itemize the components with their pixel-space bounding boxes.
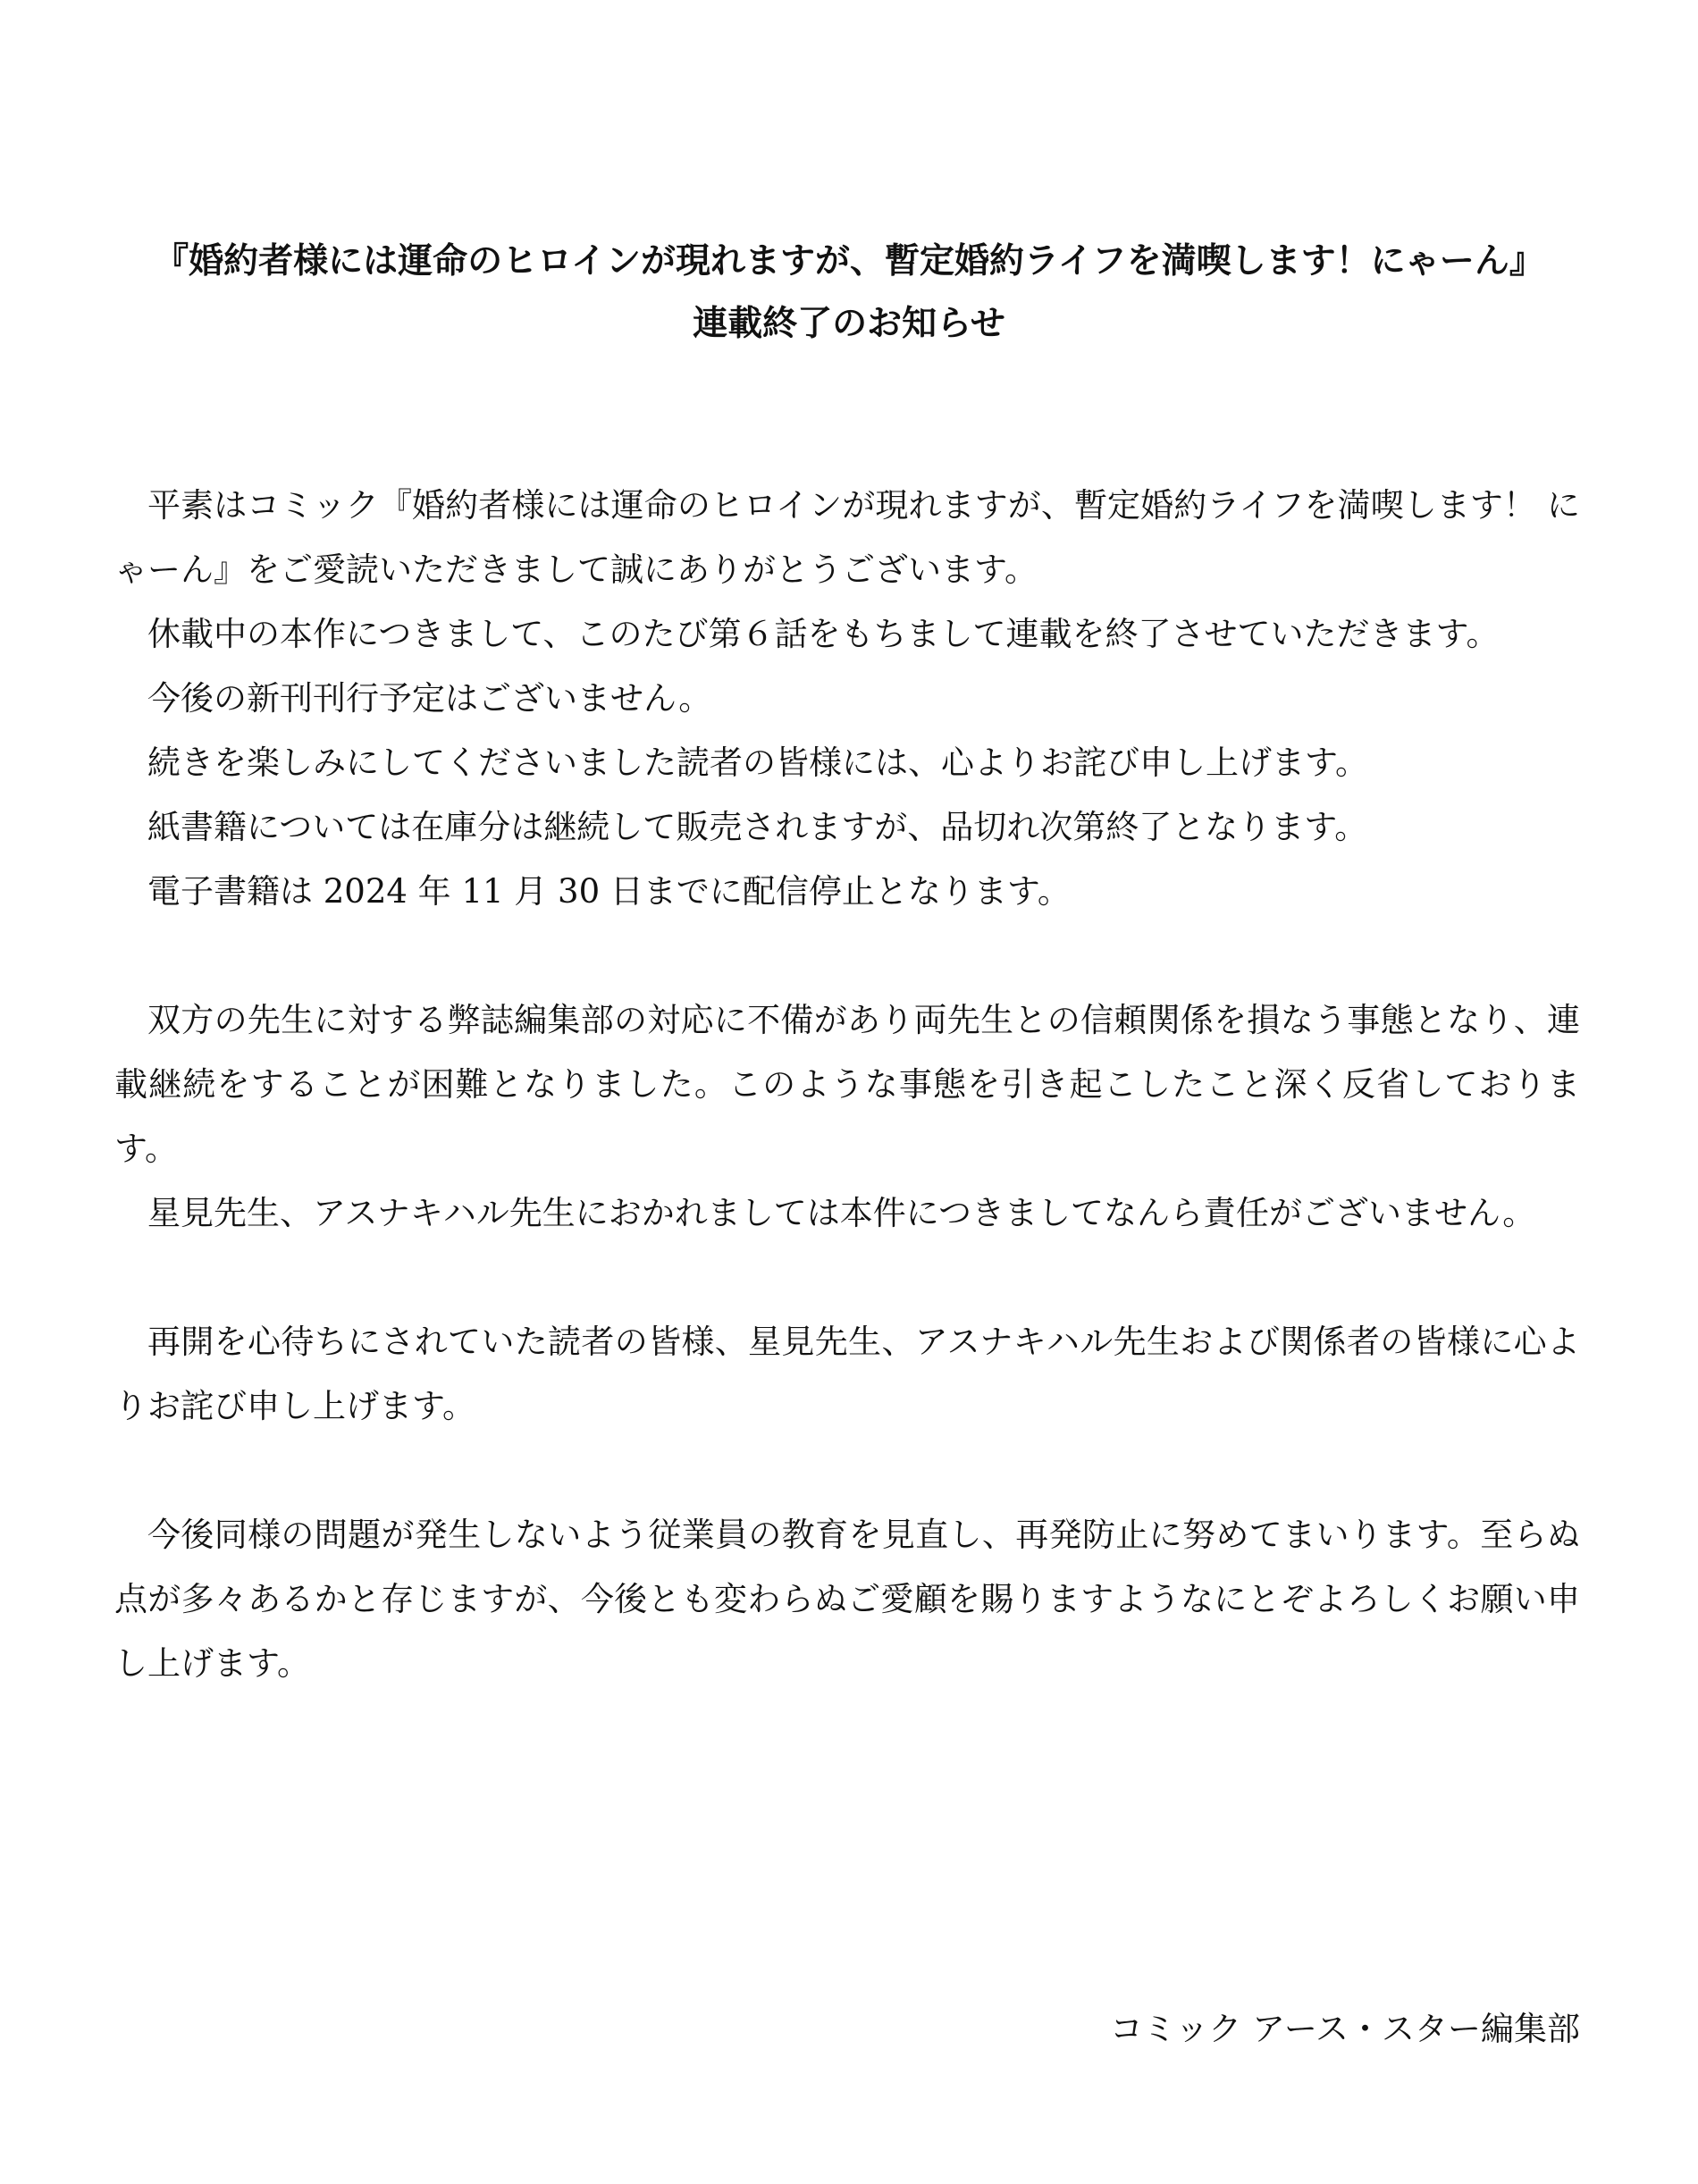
notice-title [89, 231, 1609, 356]
body-paragraph: 今後同様の問題が発生しないよう従業員の教育を見直し、再発防止に努めてまいります。至らぬ点が多々あるかと存じますが、今後とも変わらぬご愛顧を賜りますようなにとぞよろしくお願い申し上げます。 [114, 1516, 1580, 1683]
body-paragraph: 平素はコミック『婚約者様には運命のヒロインが現れますが、暫定婚約ライフを満喫します！ にゃーん』をご愛読いただきまして誠にありがとうございます。 [114, 486, 1580, 589]
title-work-name: 『婚約者様には運命のヒロインが現れますが、暫定婚約ライフを満喫します！にゃーん』 [154, 241, 1544, 281]
body-paragraph: 紙書籍については在庫分は継続して販売されますが、品切れ次第終了となります。 [147, 808, 1368, 846]
body-paragraph: 再開を心待ちにされていた読者の皆様、星見先生、アスナキハル先生および関係者の皆様に心よりお詫び申し上げます。 [114, 1323, 1580, 1425]
title-subject: 連載終了のお知らせ [693, 304, 1005, 344]
paragraph-spacer [114, 924, 1580, 988]
body-paragraph: 星見先生、アスナキハル先生におかれましては本件につきましてなんら責任がございません。 [147, 1194, 1536, 1232]
body-paragraph: 双方の先生に対する弊誌編集部の対応に不備があり両先生との信頼関係を損なう事態となり、連載継続をすることが困難となりました。このような事態を引き起こしたこと深く反省しております。 [114, 1001, 1580, 1168]
body-paragraph: 電子書籍は 2024 年 11 月 30 日までに配信停止となります。 [147, 872, 1071, 911]
body-paragraph: 休載中の本作につきまして、このたび第６話をもちまして連載を終了させていただきます。 [147, 615, 1500, 653]
body-paragraph: 続きを楽しみにしてくださいました読者の皆様には、心よりお詫び申し上げます。 [147, 743, 1369, 782]
notice-body [114, 474, 1580, 1696]
paragraph-spacer [114, 1246, 1580, 1310]
paragraph-spacer [114, 1439, 1580, 1503]
body-paragraph: 今後の新刊刊行予定はございません。 [147, 679, 712, 718]
signature: コミック アース・スター編集部 [1109, 2010, 1580, 2048]
